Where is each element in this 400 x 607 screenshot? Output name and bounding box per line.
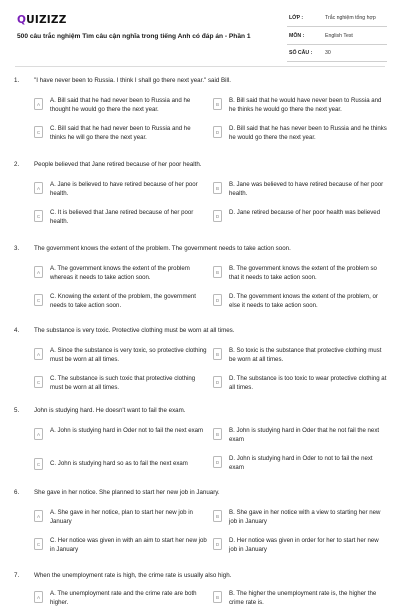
option-text: B. So toxic is the substance that protective clothing must be worn at all times. xyxy=(229,347,382,363)
option-text: B. The higher the unemployment rate is, the higher the crime rate is. xyxy=(229,590,377,606)
meta-row-subject xyxy=(287,30,387,45)
option-text: C. It is believed that Jane retired because of her poor health. xyxy=(50,209,194,225)
question-number: 7. xyxy=(14,572,20,579)
option-letter-box[interactable]: D xyxy=(213,456,222,468)
question-number: 4. xyxy=(14,327,20,334)
class-label: LỚP : xyxy=(289,15,304,21)
document-title: 500 câu trắc nghiệm Tìm câu cận nghĩa trong tiếng Anh có đáp án - Phần 1 xyxy=(17,33,251,40)
option-text: D. The substance is too toxic to wear protective clothing at all times. xyxy=(229,375,387,391)
option-text: B. John is studying hard in Oder that he not fail the next exam xyxy=(229,427,380,443)
option-letter-box[interactable]: D xyxy=(213,538,222,550)
question-count-value: 30 xyxy=(325,50,331,56)
question-text: She gave in her notice. She planned to start her new job in January. xyxy=(34,489,220,496)
class-value: Trắc nghiệm tổng hợp xyxy=(325,15,376,21)
option-text: C. The substance is such toxic that protective clothing must be worn at all times. xyxy=(50,375,196,391)
option-letter-box[interactable]: D xyxy=(213,210,222,222)
option-letter-box[interactable]: B xyxy=(213,98,222,110)
option-letter-box[interactable]: C xyxy=(34,538,43,550)
question-text: When the unemployment rate is high, the crime rate is usually also high. xyxy=(34,572,232,579)
logo-text: UIZIZZ xyxy=(26,14,67,26)
question-count-label: SỐ CÂU : xyxy=(289,50,313,56)
option-letter-box[interactable]: A xyxy=(34,428,43,440)
question-text: "I have never been to Russia. I think I shall go there next year." said Bill. xyxy=(34,77,231,84)
option-letter-box[interactable]: A xyxy=(34,182,43,194)
option-letter-box[interactable]: C xyxy=(34,210,43,222)
question-text: John is studying hard. He doesn't want to fail the exam. xyxy=(34,407,186,414)
option-letter-box[interactable]: D xyxy=(213,126,222,138)
option-letter-box[interactable]: C xyxy=(34,458,43,470)
question-number: 1. xyxy=(14,77,20,84)
option-text: D. The government knows the extent of the problem, or else it needs to take action soon. xyxy=(229,293,378,309)
option-text: D. Bill said that he has never been to Russia and he thinks he would go there the next year. xyxy=(229,125,387,141)
option-letter-box[interactable]: D xyxy=(213,376,222,388)
option-letter-box[interactable]: B xyxy=(213,348,222,360)
option-text: A. Bill said that he had never been to Russia and he thought he would go there the next year. xyxy=(50,97,191,113)
option-letter-box[interactable]: A xyxy=(34,348,43,360)
meta-row-class xyxy=(287,12,387,27)
question-text: The substance is very toxic. Protective clothing must be worn at all times. xyxy=(34,327,235,334)
option-text: C. Knowing the extent of the problem, the government needs to take action soon. xyxy=(50,293,196,309)
option-text: D. John is studying hard in Oder to not to fail the next exam xyxy=(229,455,373,471)
option-text: A. Since the substance is very toxic, so protective clothing must be worn at all times. xyxy=(50,347,207,363)
header-divider xyxy=(15,66,385,67)
question-number: 2. xyxy=(14,161,20,168)
question-text: People believed that Jane retired because of her poor health. xyxy=(34,161,202,168)
option-text: A. Jane is believed to have retired because of her poor health. xyxy=(50,181,198,197)
option-letter-box[interactable]: B xyxy=(213,266,222,278)
question-number: 5. xyxy=(14,407,20,414)
option-letter-box[interactable]: D xyxy=(213,294,222,306)
option-letter-box[interactable]: B xyxy=(213,182,222,194)
option-text: C. Her notice was given in with an aim to start her new job in January xyxy=(50,537,207,553)
option-text: D. Her notice was given in order for her to start her new job in January xyxy=(229,537,379,553)
subject-label: MÔN : xyxy=(289,32,305,39)
option-letter-box[interactable]: C xyxy=(34,376,43,388)
option-text: C. John is studying hard so as to fail the next exam xyxy=(50,460,188,467)
quizizz-logo xyxy=(17,13,67,27)
option-text: A. The government knows the extent of the problem whereas it needs to take action soon. xyxy=(50,265,190,281)
meta-row-count xyxy=(287,47,387,62)
option-text: A. John is studying hard in Oder not to fail the next exam xyxy=(50,427,204,434)
option-text: B. Jane was believed to have retired because of her poor health. xyxy=(229,181,384,197)
logo-mark: Q xyxy=(17,14,27,26)
question-number: 3. xyxy=(14,245,20,252)
question-number: 6. xyxy=(14,489,20,496)
option-letter-box[interactable]: B xyxy=(213,510,222,522)
question-text: The government knows the extent of the problem. The government needs to take action soon. xyxy=(34,245,291,252)
option-letter-box[interactable]: B xyxy=(213,591,222,603)
option-letter-box[interactable]: A xyxy=(34,591,43,603)
option-text: B. The government knows the extent of the problem so that it needs to take action soon. xyxy=(229,265,377,281)
option-text: B. Bill said that he would have never been to Russia and he thinks he would go there the next year. xyxy=(229,97,382,113)
option-text: C. Bill said that he had never been to Russia and he thinks he will go there the next year. xyxy=(50,125,191,141)
subject-value: English Test xyxy=(325,32,353,39)
option-text: D. Jane retired because of her poor health was believed xyxy=(229,209,381,216)
option-letter-box[interactable]: C xyxy=(34,294,43,306)
meta-panel xyxy=(287,12,387,65)
option-letter-box[interactable]: B xyxy=(213,428,222,440)
option-text: B. She gave in her notice with a view to starting her new job in January xyxy=(229,509,381,525)
option-letter-box[interactable]: A xyxy=(34,266,43,278)
option-letter-box[interactable]: A xyxy=(34,98,43,110)
worksheet-header xyxy=(0,0,400,66)
option-letter-box[interactable]: C xyxy=(34,126,43,138)
option-letter-box[interactable]: A xyxy=(34,510,43,522)
option-text: A. She gave in her notice, plan to start her new job in January xyxy=(50,509,193,525)
option-text: A. The unemployment rate and the crime rate are both higher. xyxy=(50,590,197,606)
